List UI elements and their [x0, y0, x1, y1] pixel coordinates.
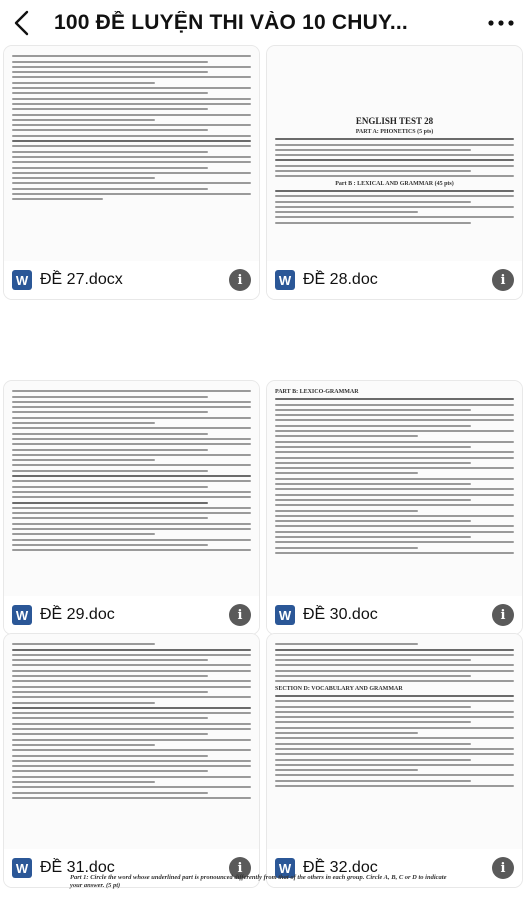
next-doc-preview-text: Part 1: Circle the word whose underlined part is pronounced differently from that of the others in each group. Circle A, B, C or D to indicate your answer. (5 pt) — [70, 874, 447, 889]
file-name: ĐỀ 30.doc — [303, 606, 378, 623]
word-file-icon: W — [275, 858, 295, 878]
file-thumbnail — [4, 634, 259, 849]
file-card-de-31[interactable] — [4, 634, 259, 887]
file-card-de-30[interactable] — [267, 381, 522, 634]
file-thumbnail — [4, 381, 259, 596]
thumbnail-section: PART A: PHONETICS (5 pts) — [355, 129, 434, 135]
word-file-icon: W — [12, 605, 32, 625]
file-name: ĐỀ 32.doc — [303, 859, 378, 876]
file-card-de-29[interactable] — [4, 381, 259, 634]
file-thumbnail — [267, 634, 522, 849]
more-dots-icon — [488, 19, 514, 27]
word-file-icon: W — [275, 605, 295, 625]
file-name: ĐỀ 28.doc — [303, 271, 378, 288]
thumbnail-section: Part B : LEXICAL AND GRAMMAR (45 pts) — [335, 180, 454, 187]
file-thumbnail — [267, 381, 522, 596]
thumbnail-section: SECTION D: VOCABULARY AND GRAMMAR — [275, 685, 403, 692]
info-icon[interactable]: i — [229, 604, 251, 626]
info-icon[interactable]: i — [492, 857, 514, 879]
back-arrow-icon — [13, 10, 31, 36]
back-button[interactable] — [0, 0, 44, 46]
file-name: ĐỀ 27.docx — [40, 271, 123, 288]
file-name: ĐỀ 31.doc — [40, 859, 115, 876]
info-icon[interactable]: i — [492, 604, 514, 626]
info-icon[interactable]: i — [229, 857, 251, 879]
next-row-fragment — [0, 868, 526, 905]
word-file-icon: W — [12, 858, 32, 878]
file-card-de-28[interactable] — [267, 46, 522, 299]
info-icon[interactable]: i — [229, 269, 251, 291]
file-thumbnail — [4, 46, 259, 261]
info-icon[interactable]: i — [492, 269, 514, 291]
word-file-icon: W — [12, 270, 32, 290]
page-title: 100 ĐỀ LUYỆN THI VÀO 10 CHUY... — [54, 11, 408, 34]
file-card-de-32[interactable] — [267, 634, 522, 887]
more-button[interactable] — [476, 0, 526, 46]
thumbnail-section: PART B: LEXICO-GRAMMAR — [275, 389, 359, 395]
word-file-icon: W — [275, 270, 295, 290]
file-thumbnail — [267, 46, 522, 261]
top-bar — [0, 0, 526, 46]
file-name: ĐỀ 29.doc — [40, 606, 115, 623]
file-card-de-27[interactable] — [4, 46, 259, 299]
thumbnail-heading: ENGLISH TEST 28 — [355, 116, 434, 126]
